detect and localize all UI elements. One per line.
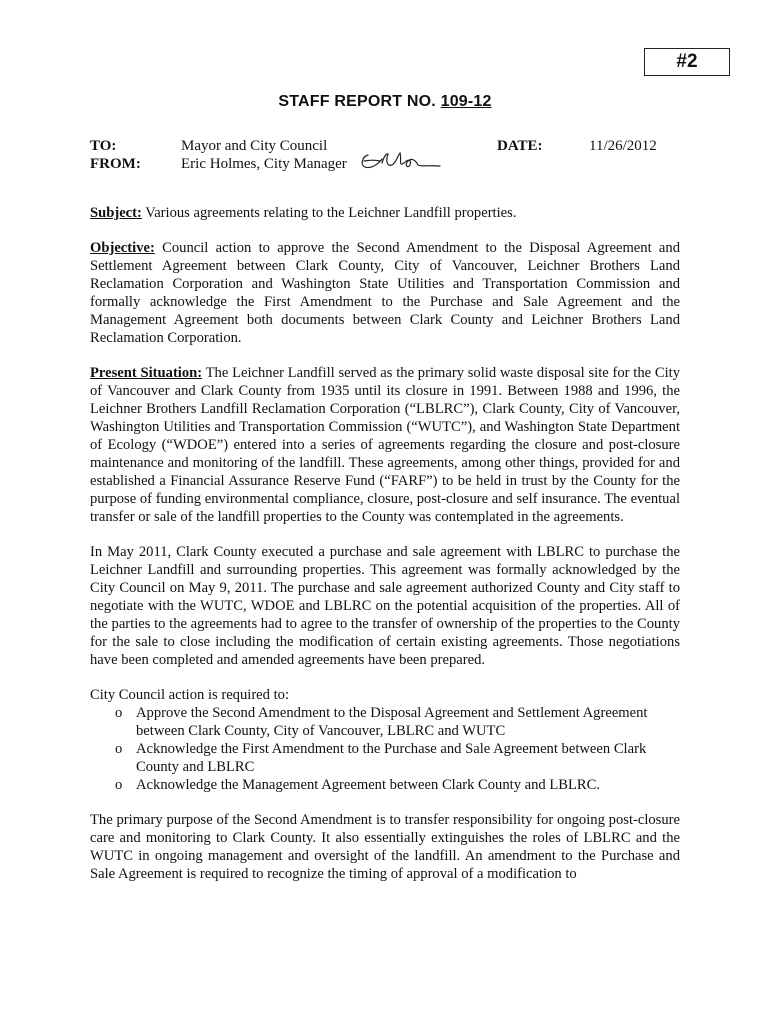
council-action-intro: City Council action is required to: [90, 687, 290, 703]
from-value: Eric Holmes, City Manager [181, 156, 347, 172]
list-item-text: Acknowledge the Management Agreement between Clark County and LBLRC. [136, 777, 601, 793]
to-value: Mayor and City Council [181, 138, 328, 154]
objective-label: Objective: [90, 240, 155, 256]
purpose-paragraph: The primary purpose of the Second Amendment is to transfer responsibility for ongoing post-closure care and monitoring to Clark County. It also essentially extinguishes the roles of LBLRC and the WUTC in ongoing management and oversight of the landfill. An amendment to the Purchase and Sale Agreement is required to recognize the timing of approval of a modification to [90, 812, 680, 882]
report-title [0, 93, 770, 111]
bullet-icon: o [115, 705, 123, 721]
report-title-prefix: STAFF REPORT NO. [278, 93, 441, 110]
present-situation-label: Present Situation: [90, 365, 203, 381]
objective-paragraph [90, 239, 680, 347]
may-2011-paragraph: In May 2011, Clark County executed a purchase and sale agreement with LBLRC to purchase the Leichner Landfill and surrounding properties. This agreement was formally acknowledged by the City Council on May 9, 2011. The purchase and sale agreement authorized County and City staff to negotiate with the WUTC, WDOE and LBLRC on the potential acquisition of the properties. All of the parties to the agreements had to agree to the transfer of ownership of the properties to the County for the sale to close including the modification of certain existing agreements. Those negotiations have been completed and amended agreements have been prepared. [90, 544, 680, 668]
subject-paragraph [90, 204, 680, 222]
signature-icon [356, 145, 442, 177]
objective-text: Council action to approve the Second Amendment to the Disposal Agreement and Settlement Agreement between Clark County, City of Vancouver, Leichner Brothers Land Reclamation Corporation and Washington State Utilities and Transportation Commission and formally acknowledge the First Amendment to the Purchase and Sale Agreement and the Management Agreement both documents between Clark County and Leichner Brothers Land Reclamation Corporation. [90, 240, 680, 346]
list-item [90, 776, 680, 794]
list-item [90, 704, 680, 740]
council-action-list [90, 704, 680, 794]
list-item-text: Approve the Second Amendment to the Disposal Agreement and Settlement Agreement between Clark County, City of Vancouver, LBLRC and WUTC [136, 705, 648, 739]
report-body [90, 204, 680, 900]
list-item [90, 740, 680, 776]
to-label: TO: [90, 138, 117, 154]
from-label: FROM: [90, 156, 141, 172]
report-number: 109-12 [440, 93, 492, 110]
item-number-badge: #2 [644, 48, 730, 76]
present-situation-paragraph [90, 364, 680, 526]
subject-label: Subject: [90, 205, 142, 221]
date-value: 11/26/2012 [589, 138, 657, 154]
bullet-icon: o [115, 777, 123, 793]
bullet-icon: o [115, 741, 123, 757]
date-label: DATE: [497, 138, 543, 154]
subject-text: Various agreements relating to the Leichner Landfill properties. [141, 205, 517, 221]
present-situation-text: The Leichner Landfill served as the primary solid waste disposal site for the City of Vancouver and Clark County from 1935 until its closure in 1991. Between 1988 and 1996, the Leichner Brothers Landfill Reclamation Corporation (“LBLRC”), Clark County, City of Vancouver, Washington Utilities and Transportation Commission (“WUTC”), and Washington State Department of Ecology (“WDOE”) entered into a series of agreements regarding the closure and post-closure maintenance and monitoring of the landfill. These agreements, among other things, provided for and established a Financial Assurance Reserve Fund (“FARF”) to be held in trust by the County for the purpose of funding environmental compliance, closure, post-closure and self insurance. The eventual transfer or sale of the landfill properties to the County was contemplated in the agreements. [90, 365, 680, 525]
list-item-text: Acknowledge the First Amendment to the Purchase and Sale Agreement between Clark County and LBLRC [136, 741, 647, 775]
